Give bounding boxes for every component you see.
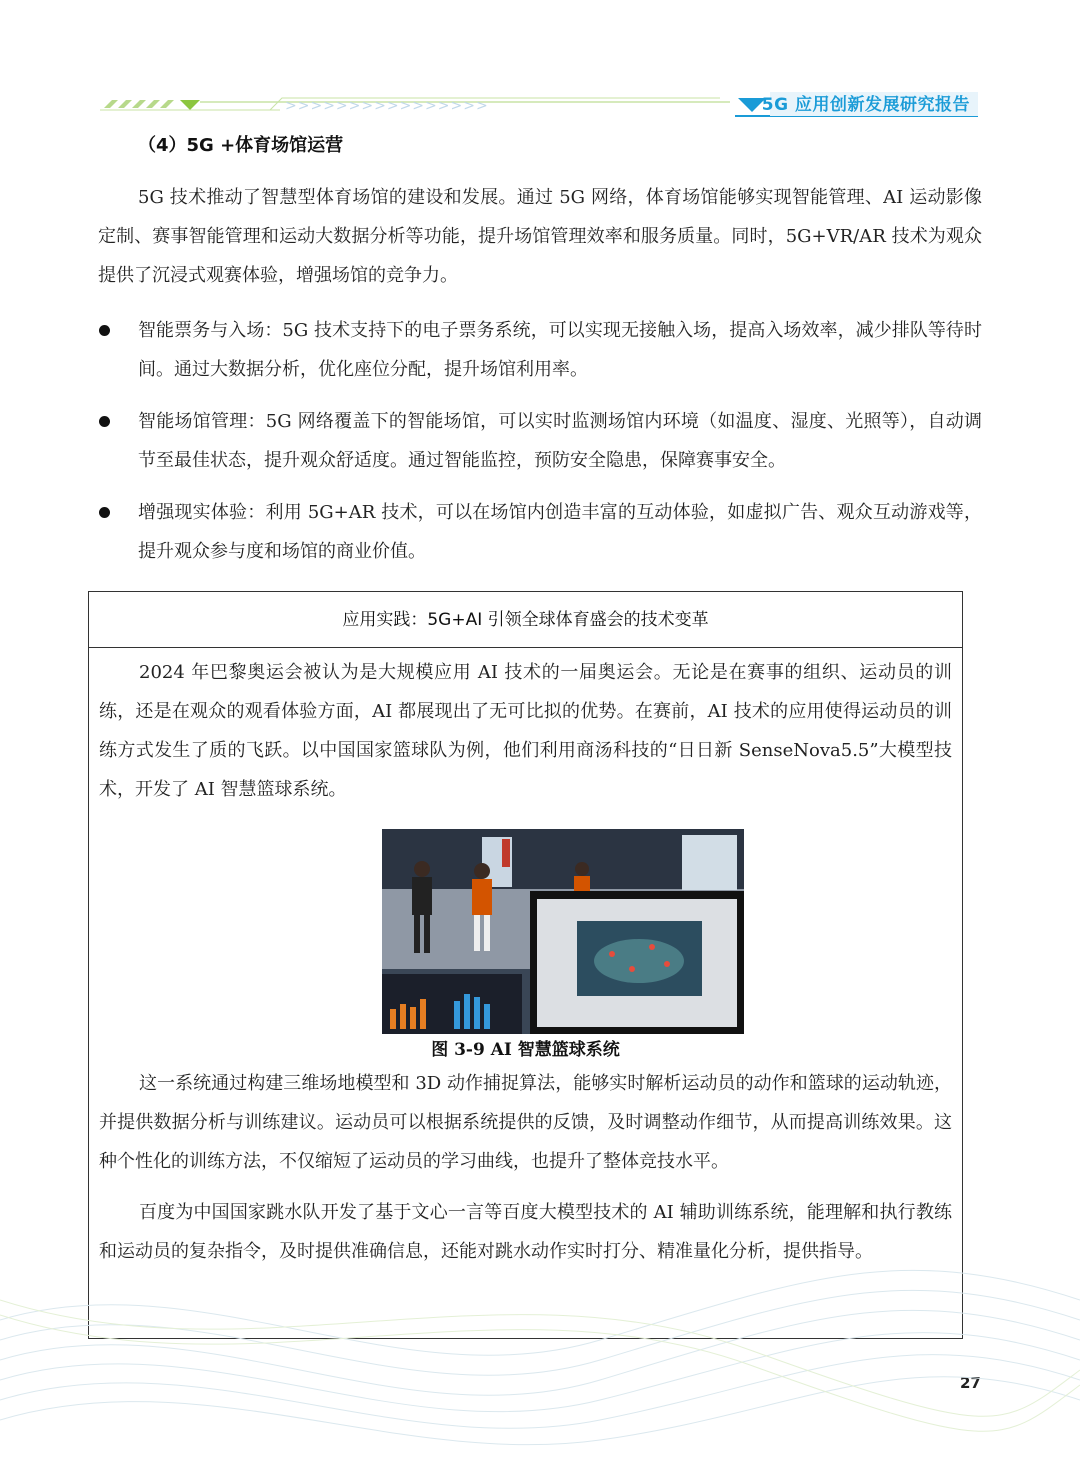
basketball-system-photo [382, 829, 744, 1034]
figure-caption: 图 3-9 AI 智慧篮球系统 [431, 1040, 620, 1060]
bullet-dot-icon [99, 507, 110, 518]
case-study-title: 应用实践：5G+AI 引领全球体育盛会的技术变革 [89, 592, 962, 648]
bullet-list [98, 311, 982, 571]
page-number: 27 [960, 1374, 981, 1392]
case-study-body [89, 653, 962, 1271]
bullet-item [98, 493, 982, 571]
wave-decoration [0, 1200, 1080, 1469]
bullet-text: 增强现实体验：利用 5G+AR 技术，可以在场馆内创造丰富的互动体验，如虚拟广告、观众互动游戏等，提升观众参与度和场馆的商业价值。 [138, 502, 982, 562]
case-paragraph-2: 这一系统通过构建三维场地模型和 3D 动作捕捉算法，能够实时解析运动员的动作和篮球的运动轨迹，并提供数据分析与训练建议。运动员可以根据系统提供的反馈，及时调整动作细节，从而提高训练效果。这种个性化的训练方法，不仅缩短了运动员的学习曲线，也提升了整体竞技水平。 [99, 1073, 952, 1172]
header-triangle [180, 100, 200, 110]
header-chevrons: >>>>>>>>>>>>>>>> [285, 98, 489, 114]
bullet-item [98, 311, 982, 389]
bullet-dot-icon [99, 325, 110, 336]
bullet-item [98, 402, 982, 480]
case-paragraph-1: 2024 年巴黎奥运会被认为是大规模应用 AI 技术的一届奥运会。无论是在赛事的组织、运动员的训练，还是在观众的观看体验方面，AI 都展现出了无可比拟的优势。在赛前，AI 技术的应用使得运动员的训练方式发生了质的飞跃。以中国国家篮球队为例，他们利用商汤科技的“日日新 SenseNova5.5”大模型技术，开发了 AI 智慧篮球系统。 [99, 662, 952, 800]
case-paragraph-3: 百度为中国国家跳水队开发了基于文心一言等百度大模型技术的 AI 辅助训练系统，能理解和执行教练和运动员的复杂指令，及时提供准确信息，还能对跳水动作实时打分、精准量化分析，提供指导。 [99, 1202, 952, 1262]
bullet-text: 智能票务与入场：5G 技术支持下的电子票务系统，可以实现无接触入场，提高入场效率，减少排队等待时间。通过大数据分析，优化座位分配，提升场馆利用率。 [138, 320, 982, 380]
bullet-text: 智能场馆管理：5G 网络覆盖下的智能场馆，可以实时监测场馆内环境（如温度、湿度、光照等），自动调节至最佳状态，提升观众舒适度。通过智能监控，预防安全隐患，保障赛事安全。 [138, 411, 982, 471]
main-content [98, 128, 982, 584]
report-title: 5G 应用创新发展研究报告 [761, 95, 970, 115]
intro-paragraph: 5G 技术推动了智慧型体育场馆的建设和发展。通过 5G 网络，体育场馆能够实现智能管理、AI 运动影像定制、赛事智能管理和运动大数据分析等功能，提升场馆管理效率和服务质量。同时，5G+VR/AR 技术为观众提供了沉浸式观赛体验，增强场馆的竞争力。 [98, 187, 982, 286]
section-heading: （4）5G +体育场馆运营 [138, 135, 344, 156]
bullet-dot-icon [99, 416, 110, 427]
header-slashes [104, 100, 174, 108]
photo-illustration [382, 829, 744, 1034]
page-header [0, 80, 1080, 130]
